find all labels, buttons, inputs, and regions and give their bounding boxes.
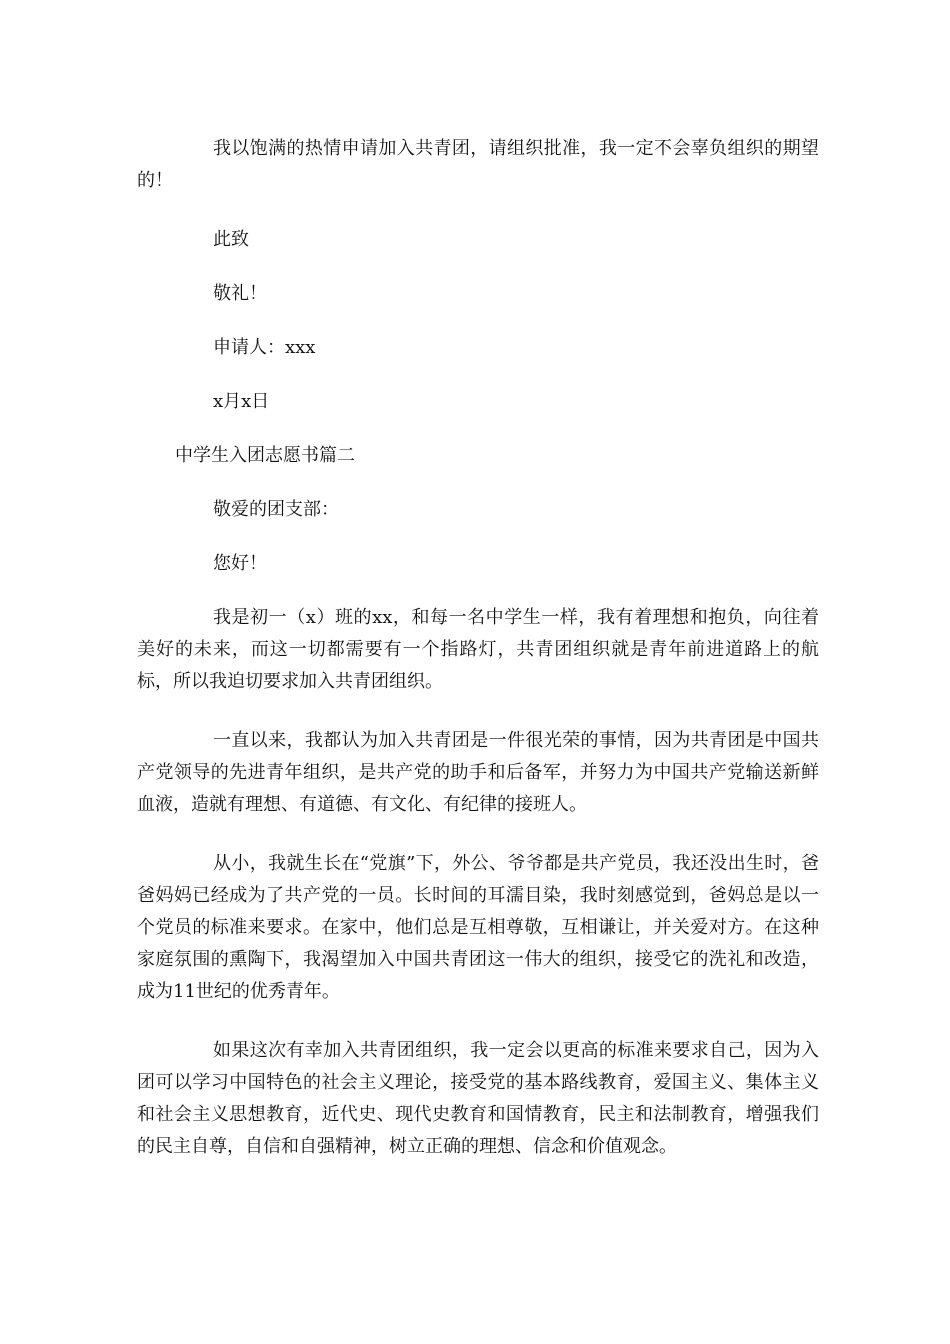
section-title: 中学生入团志愿书篇二 [175,445,355,466]
closing-line-2: 敬礼！ [213,283,267,304]
salutation: 敬爱的团支部： [213,499,339,520]
applicant-line: 申请人：xxx [213,337,316,358]
greeting: 您好！ [213,553,267,574]
closing-line-1: 此致 [213,229,249,250]
paragraph-intro-close: 我以饱满的热情申请加入共青团，请组织批准，我一定不会辜负组织的期望的！ [137,138,819,191]
paragraph-4: 如果这次有幸加入共青团组织，我一定会以更高的标准来要求自己，因为入团可以学习中国特色的社会主义理论，接受党的基本路线教育，爱国主义、集体主义和社会主义思想教育，近代史、现代史教育和国情教育，民主和法制教育，增强我们的民主自尊，自信和自强精神，树立正确的理想、信念和价值观念。 [137,1040,819,1157]
paragraph-1: 我是初一（x）班的xx，和每一名中学生一样，我有着理想和抱负，向往着美好的未来，而这一切都需要有一个指路灯，共青团组织就是青年前进道路上的航标，所以我迫切要求加入共青团组织。 [137,607,819,692]
paragraph-2: 一直以来，我都认为加入共青团是一件很光荣的事情，因为共青团是中国共产党领导的先进青年组织，是共产党的助手和后备军，并努力为中国共产党输送新鲜血液，造就有理想、有道德、有文化、有纪律的接班人。 [137,730,819,815]
document-body [137,133,819,1163]
paragraph-3: 从小，我就生长在“党旗”下，外公、爷爷都是共产党员，我还没出生时，爸爸妈妈已经成为了共产党的一员。长时间的耳濡目染，我时刻感觉到，爸妈总是以一个党员的标准来要求。在家中，他们总是互相尊敬，互相谦让，并关爱对方。在这种家庭氛围的熏陶下，我渴望加入中国共青团这一伟大的组织，接受它的洗礼和改造，成为11世纪的优秀青年。 [137,853,819,1002]
date-line: x月x日 [213,391,270,412]
